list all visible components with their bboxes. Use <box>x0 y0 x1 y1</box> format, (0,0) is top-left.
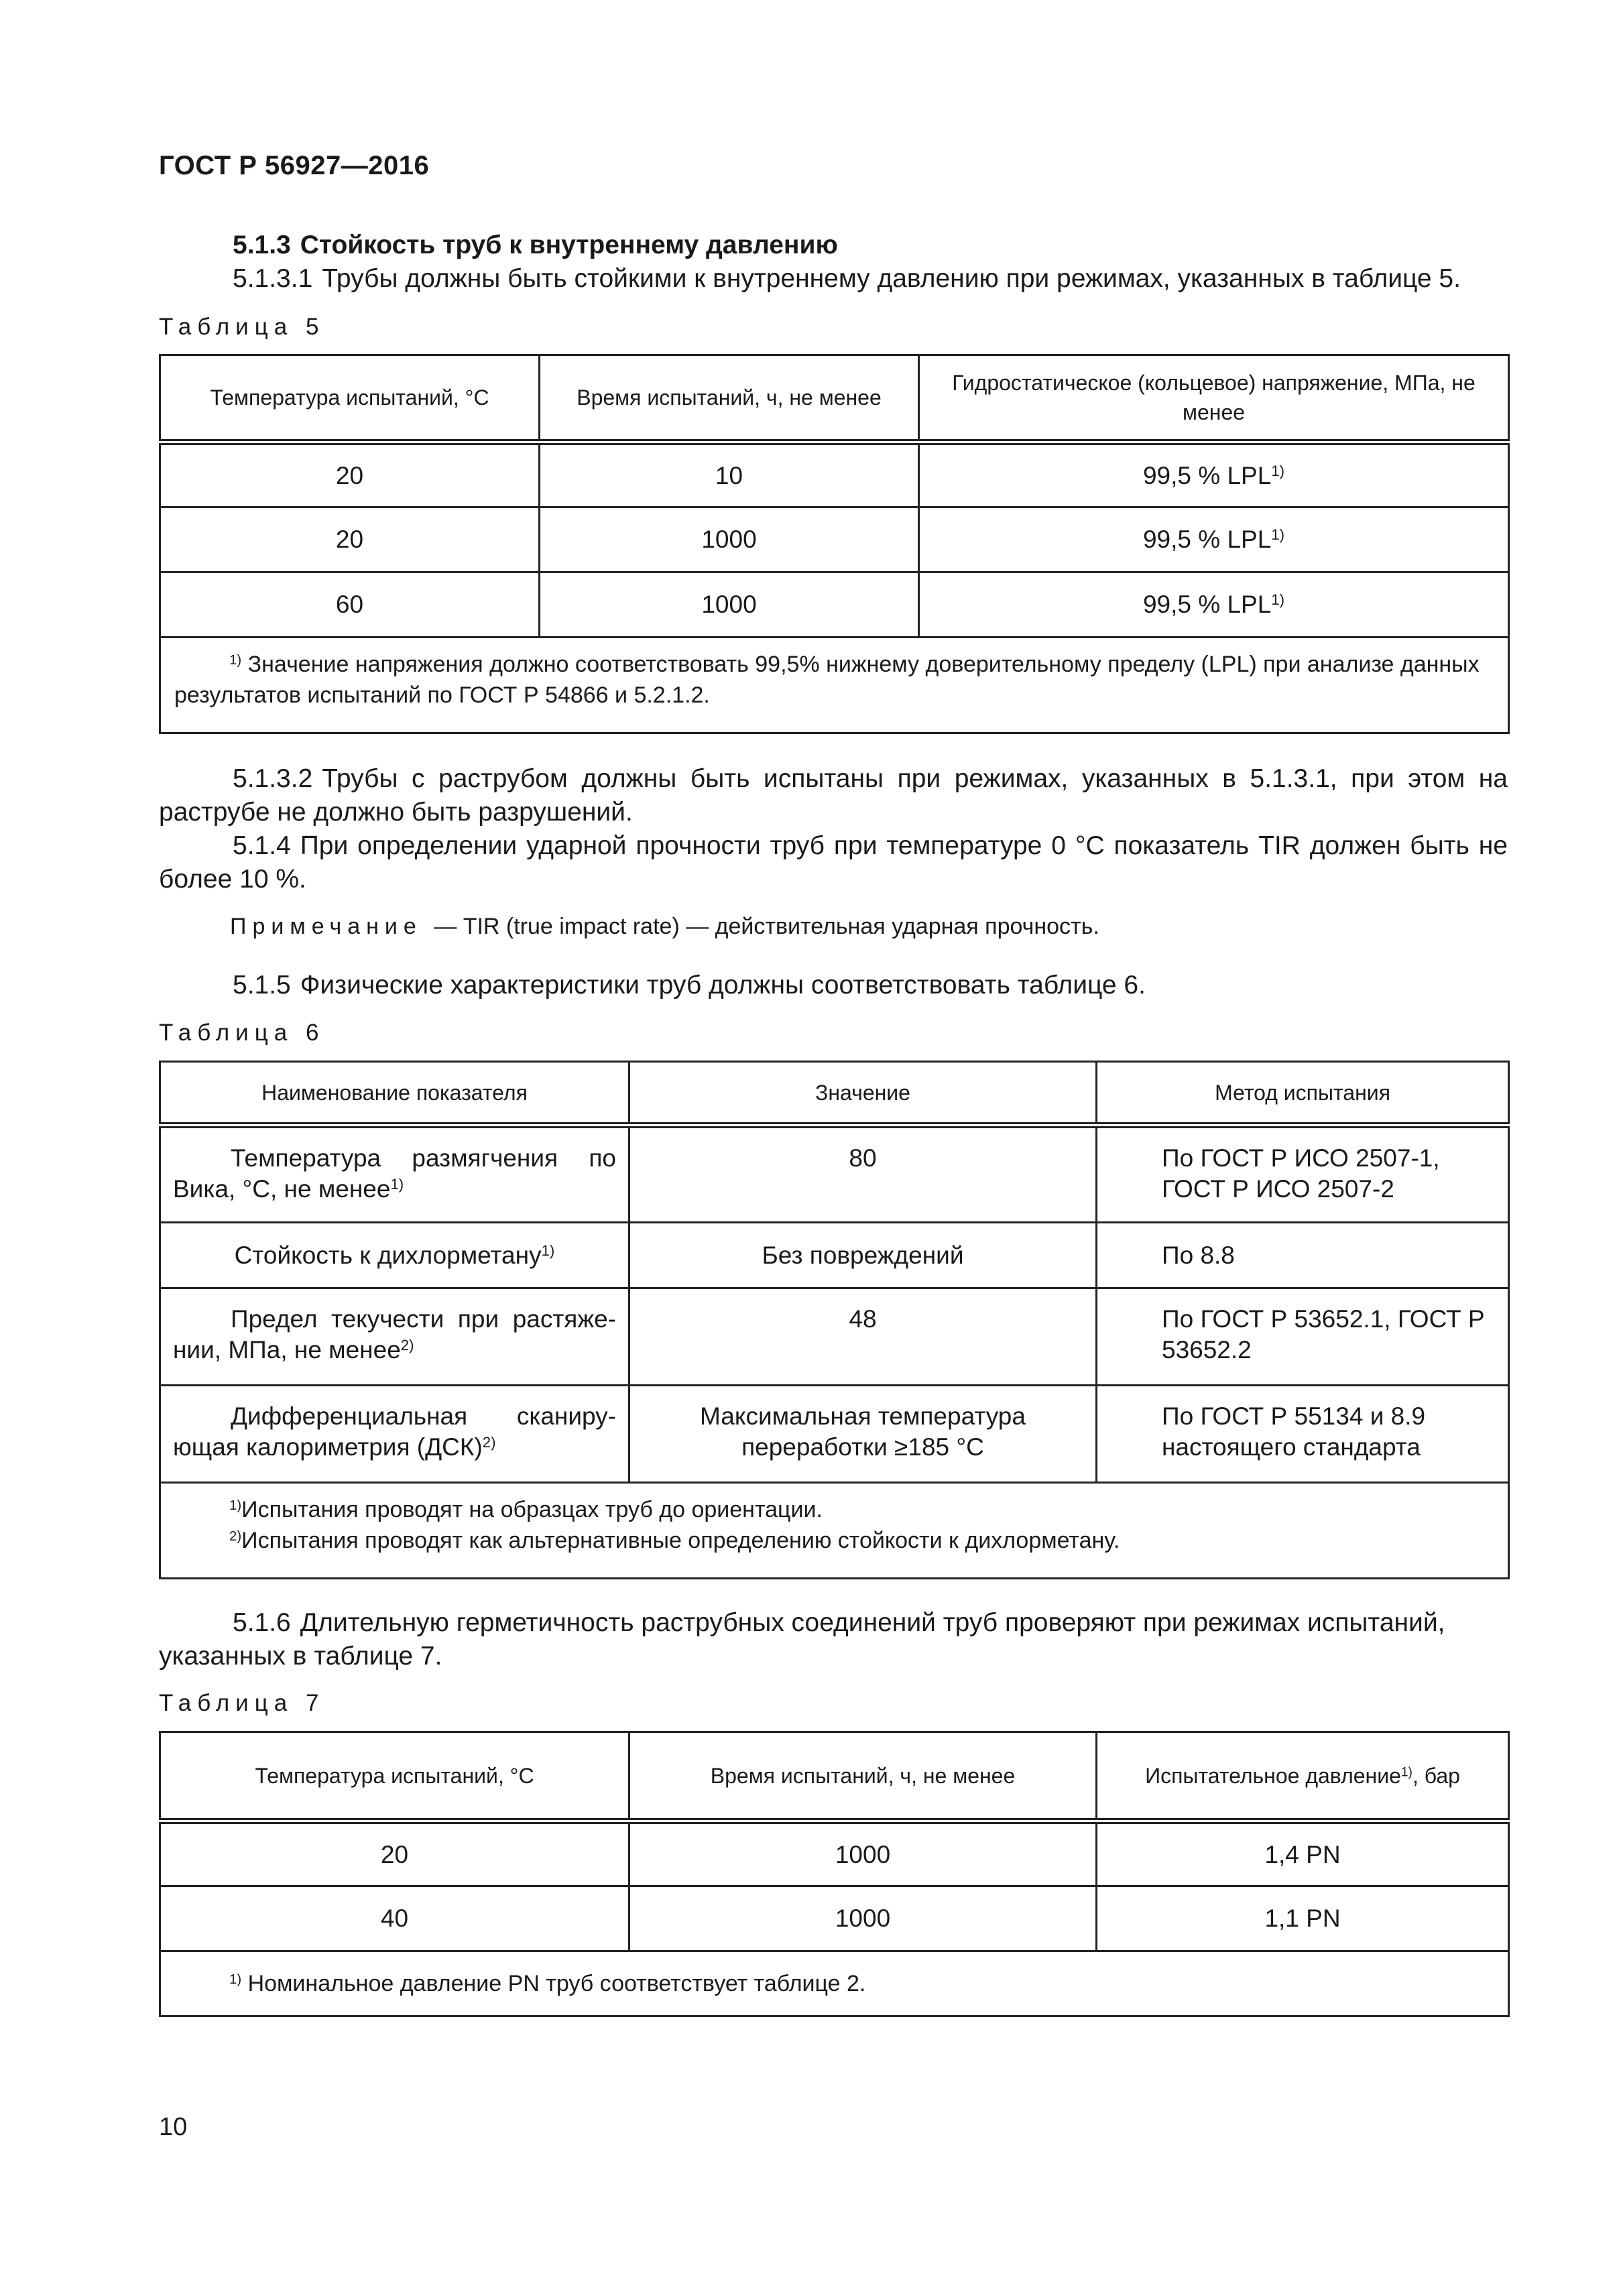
table-5-header-temperature: Температура испытаний, °С <box>160 355 540 442</box>
table-7 <box>159 1731 1510 2017</box>
paragraph-5-1-3-1: 5.1.3.1 Трубы должны быть стойкими к внутреннему давлению при режимах, указанных в таблице 5. <box>233 264 1461 293</box>
note-tir: Примечание — TIR (true impact rate) — действительная ударная прочность. <box>230 914 1099 939</box>
paragraph-5-1-3-2: 5.1.3.2 Трубы с раструбом должны быть испытаны при режимах, указанных в 5.1.3.1, при этом на раструбе не должно быть разрушений. <box>159 764 1508 827</box>
table-5-header-time: Время испытаний, ч, не менее <box>540 355 919 442</box>
table-row: Температура размягчения по Вика, °С, не менее$^{1)}$ 80 По ГОСТ Р ИСО 2507-1, ГОСТ Р ИСО 2507-2 <box>160 1126 1509 1223</box>
table-7-header-time: Время испытаний, ч, не менее <box>629 1732 1097 1821</box>
table-row: 20 1000 99,5 % LPL$^{1)}$ <box>160 507 1509 572</box>
table-5-header-stress: Гидростатическое (кольцевое) напряжение, МПа, не менее <box>919 355 1509 442</box>
table-row: 60 1000 99,5 % LPL$^{1)}$ <box>160 572 1509 638</box>
table-5-caption: Таблица 5 <box>159 314 325 340</box>
paragraph-5-1-6: 5.1.6 Длительную герметичность раструбных соединений труб проверяют при режимах испытаний, указанных в таблице 7. <box>159 1608 1445 1671</box>
table-7-header-temperature: Температура испытаний, °С <box>160 1732 629 1821</box>
table-6-caption: Таблица 6 <box>159 1020 325 1046</box>
table-row: 20 1000 1,4 PN <box>160 1821 1509 1886</box>
table-6 <box>159 1061 1510 1579</box>
paragraph-5-1-5: 5.1.5 Физические характеристики труб должны соответствовать таблице 6. <box>233 971 1146 1000</box>
table-6-header-name: Наименование показателя <box>160 1062 629 1126</box>
table-5-footnote: $^{1)}$ Значение напряжения должно соответствовать 99,5% нижнему доверительному пределу (LPL) при анализе данных результатов испытаний по ГОСТ Р 54866 и 5.2.1.2. <box>160 638 1509 733</box>
page-number: 10 <box>159 2113 188 2141</box>
table-row: 20 10 99,5 % LPL$^{1)}$ <box>160 442 1509 507</box>
section-5-1-3-heading: 5.1.3 Стойкость труб к внутреннему давлению <box>233 231 838 259</box>
table-5 <box>159 354 1510 734</box>
document-code: ГОСТ Р 56927—2016 <box>159 151 430 180</box>
table-7-header-pressure: Испытательное давление$^{1)}$, бар <box>1097 1732 1509 1821</box>
table-row: 40 1000 1,1 PN <box>160 1886 1509 1951</box>
table-row: Стойкость к дихлорметану$^{1)}$ Без повреждений По 8.8 <box>160 1223 1509 1288</box>
table-7-caption: Таблица 7 <box>159 1690 325 1716</box>
table-6-header-value: Значение <box>629 1062 1097 1126</box>
paragraph-5-1-4: 5.1.4 При определении ударной прочности труб при температуре 0 °С показатель TIR должен быть не более 10 %. <box>159 831 1508 894</box>
table-row: Дифференциальная сканиру-ющая калориметрия (ДСК)$^{2)}$ Максимальная температура переработки ≥185 °С По ГОСТ Р 55134 и 8.9 настоящего стандарта <box>160 1386 1509 1483</box>
table-row: Предел текучести при растяже-нии, МПа, не менее$^{2)}$ 48 По ГОСТ Р 53652.1, ГОСТ Р 53652.2 <box>160 1288 1509 1386</box>
table-7-footnote: $^{1)}$ Номинальное давление PN труб соответствует таблице 2. <box>160 1951 1509 2016</box>
table-6-footnotes: $^{1)}$Испытания проводят на образцах труб до ориентации. $^{2)}$Испытания проводят как альтернативные определению стойкости к дихлорметану. <box>160 1483 1509 1579</box>
table-6-header-method: Метод испытания <box>1097 1062 1509 1126</box>
